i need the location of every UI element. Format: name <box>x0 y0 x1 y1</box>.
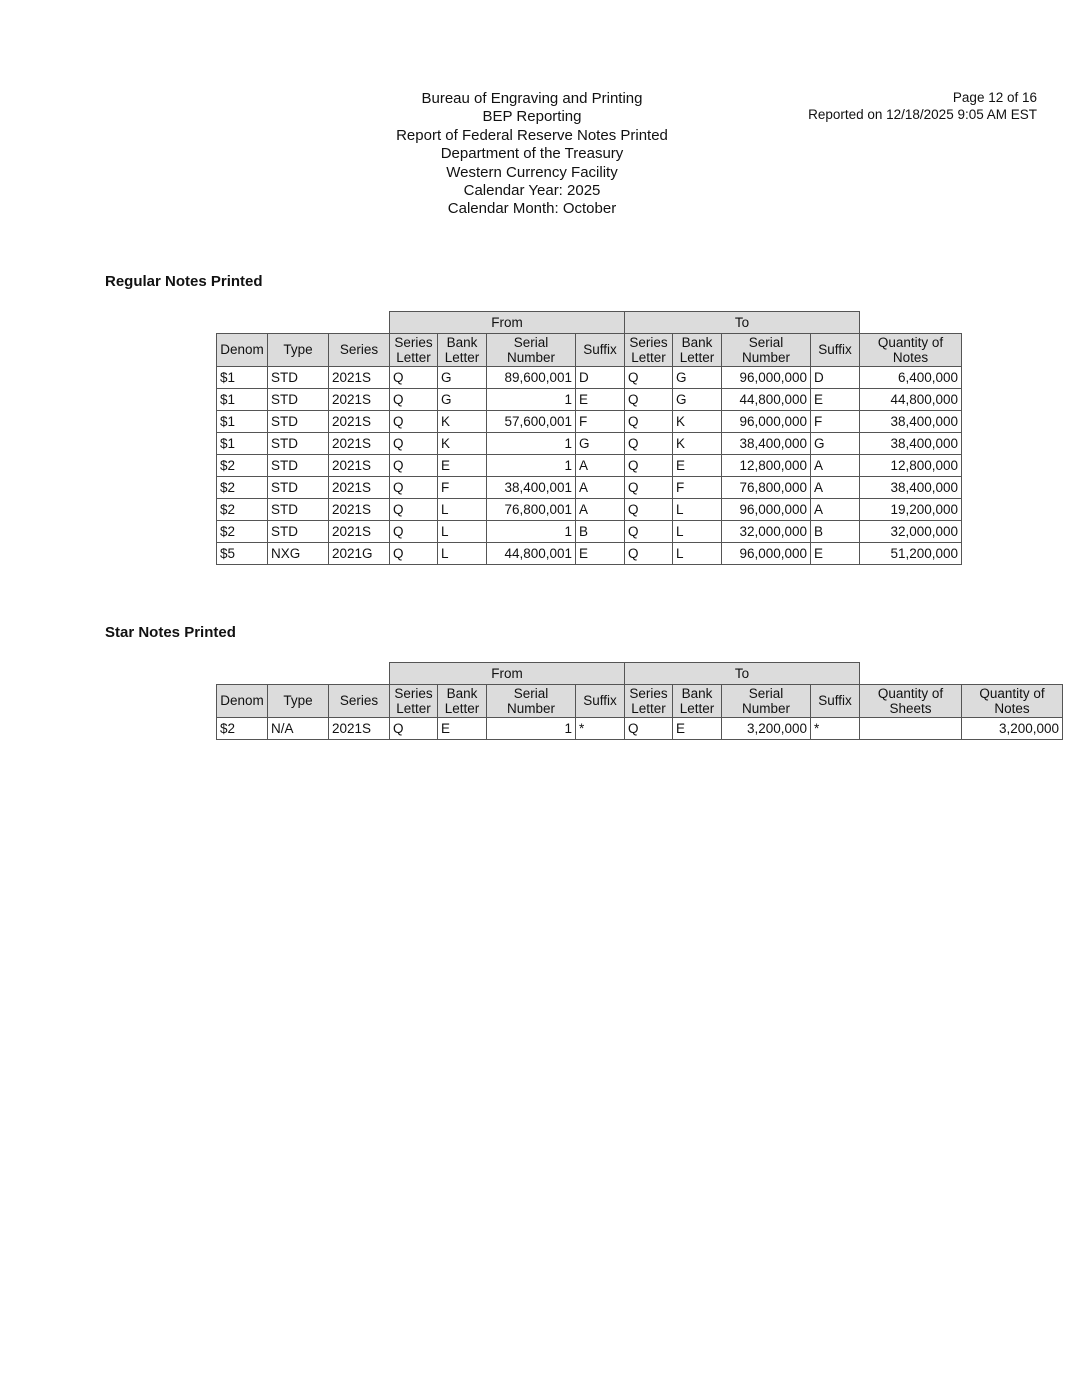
column-header: Suffix <box>811 333 860 366</box>
table-cell: * <box>576 717 625 739</box>
table-cell: 76,800,000 <box>722 476 811 498</box>
table-cell: G <box>438 388 487 410</box>
header-line: Calendar Month: October <box>447 200 617 218</box>
table-cell: 38,400,001 <box>487 476 576 498</box>
star-notes-table <box>216 662 1063 740</box>
column-header: Suffix <box>811 684 860 717</box>
table-row <box>217 498 962 520</box>
table-cell: Q <box>390 498 438 520</box>
table-cell: A <box>576 498 625 520</box>
table-cell: STD <box>268 520 329 542</box>
column-header: Series Letter <box>625 684 673 717</box>
table-row <box>217 410 962 432</box>
table-cell: Q <box>625 366 673 388</box>
table-cell: Q <box>625 717 673 739</box>
column-header: Bank Letter <box>673 684 722 717</box>
table-cell: 1 <box>487 520 576 542</box>
header-line: Bureau of Engraving and Printing <box>421 90 643 107</box>
table-cell: $2 <box>217 520 268 542</box>
table-cell: A <box>811 476 860 498</box>
table-cell: Q <box>625 542 673 564</box>
column-header: Type <box>268 333 329 366</box>
table-cell: A <box>811 454 860 476</box>
column-header: Suffix <box>576 333 625 366</box>
column-header: Serial Number <box>722 684 811 717</box>
table-cell: E <box>576 542 625 564</box>
table-cell: 38,400,000 <box>722 432 811 454</box>
table-cell: $2 <box>217 498 268 520</box>
table-cell: 96,000,000 <box>722 410 811 432</box>
star-notes-title: Star Notes Printed <box>105 624 236 641</box>
table-cell: Q <box>625 498 673 520</box>
table-row <box>217 366 962 388</box>
table-cell: 44,800,000 <box>722 388 811 410</box>
table-cell: 38,400,000 <box>860 432 962 454</box>
table-cell: E <box>673 454 722 476</box>
table-cell: L <box>438 498 487 520</box>
header-line: BEP Reporting <box>482 108 582 126</box>
table-cell: K <box>438 432 487 454</box>
group-to: To <box>625 312 860 334</box>
table-cell: STD <box>268 476 329 498</box>
table-cell: 2021G <box>329 542 390 564</box>
header-line: Calendar Year: 2025 <box>463 182 601 200</box>
group-from: From <box>390 663 625 685</box>
table-cell: Q <box>625 432 673 454</box>
table-cell: L <box>673 520 722 542</box>
table-cell: 51,200,000 <box>860 542 962 564</box>
table-cell: F <box>576 410 625 432</box>
table-cell: 32,000,000 <box>722 520 811 542</box>
header-line: Department of the Treasury <box>440 145 624 163</box>
table-cell: E <box>438 454 487 476</box>
table-cell: $1 <box>217 366 268 388</box>
reported-timestamp: Reported on 12/18/2025 9:05 AM EST <box>808 106 1037 122</box>
table-cell: STD <box>268 366 329 388</box>
table-cell: G <box>576 432 625 454</box>
table-cell: 12,800,000 <box>860 454 962 476</box>
table-cell: 2021S <box>329 476 390 498</box>
table-cell: 12,800,000 <box>722 454 811 476</box>
table-cell: 2021S <box>329 410 390 432</box>
table-cell: D <box>811 366 860 388</box>
table-cell: B <box>811 520 860 542</box>
table-cell: E <box>576 388 625 410</box>
table-cell: K <box>438 410 487 432</box>
table-cell: K <box>673 432 722 454</box>
group-from: From <box>390 312 625 334</box>
table-cell: 2021S <box>329 454 390 476</box>
table-cell: 2021S <box>329 520 390 542</box>
column-header: Series Letter <box>390 684 438 717</box>
table-cell: G <box>438 366 487 388</box>
regular-notes-title: Regular Notes Printed <box>105 273 263 290</box>
table-cell: 96,000,000 <box>722 498 811 520</box>
table-cell: 2021S <box>329 366 390 388</box>
table-cell <box>860 717 962 739</box>
column-header: Serial Number <box>487 684 576 717</box>
table-cell: Q <box>625 476 673 498</box>
table-cell: A <box>811 498 860 520</box>
table-cell: Q <box>390 520 438 542</box>
table-cell: 44,800,001 <box>487 542 576 564</box>
table-cell: Q <box>625 410 673 432</box>
regular-notes-table <box>216 311 962 565</box>
table-cell: D <box>576 366 625 388</box>
table-cell: N/A <box>268 717 329 739</box>
table-cell: 44,800,000 <box>860 388 962 410</box>
header-line: Report of Federal Reserve Notes Printed <box>396 126 668 144</box>
table-cell: 32,000,000 <box>860 520 962 542</box>
table-cell: L <box>673 542 722 564</box>
table-row <box>217 454 962 476</box>
column-header: Serial Number <box>487 333 576 366</box>
table-cell: F <box>811 410 860 432</box>
table-cell: Q <box>390 476 438 498</box>
table-cell: Q <box>390 432 438 454</box>
table-cell: E <box>438 717 487 739</box>
column-header: Bank Letter <box>673 333 722 366</box>
table-cell: 3,200,000 <box>722 717 811 739</box>
table-row <box>217 520 962 542</box>
table-cell: $2 <box>217 454 268 476</box>
column-header: Bank Letter <box>438 684 487 717</box>
table-cell: 57,600,001 <box>487 410 576 432</box>
table-cell: G <box>673 388 722 410</box>
table-cell: 38,400,000 <box>860 476 962 498</box>
table-cell: $1 <box>217 388 268 410</box>
table-cell: Q <box>625 388 673 410</box>
group-to: To <box>625 663 860 685</box>
table-cell: Q <box>390 542 438 564</box>
table-cell: 89,600,001 <box>487 366 576 388</box>
page-info <box>808 90 1037 123</box>
table-cell: $2 <box>217 476 268 498</box>
column-header: Quantity of Sheets <box>860 684 962 717</box>
table-cell: 2021S <box>329 388 390 410</box>
table-cell: L <box>673 498 722 520</box>
column-header: Quantity of Notes <box>860 333 962 366</box>
column-header: Serial Number <box>722 333 811 366</box>
table-cell: 19,200,000 <box>860 498 962 520</box>
table-cell: Q <box>390 410 438 432</box>
table-cell: $1 <box>217 432 268 454</box>
report-header <box>332 90 732 219</box>
column-header: Series <box>329 684 390 717</box>
table-cell: 76,800,001 <box>487 498 576 520</box>
table-cell: Q <box>390 388 438 410</box>
table-cell: 6,400,000 <box>860 366 962 388</box>
table-cell: B <box>576 520 625 542</box>
table-cell: L <box>438 520 487 542</box>
column-header: Series <box>329 333 390 366</box>
table-cell: 2021S <box>329 717 390 739</box>
page-number: Page 12 of 16 <box>952 90 1037 105</box>
table-cell: A <box>576 476 625 498</box>
table-cell: STD <box>268 498 329 520</box>
table-cell: A <box>576 454 625 476</box>
table-cell: Q <box>625 454 673 476</box>
table-cell: Q <box>390 454 438 476</box>
table-cell: $5 <box>217 542 268 564</box>
table-cell: G <box>673 366 722 388</box>
column-header: Denom <box>217 333 268 366</box>
table-cell: 96,000,000 <box>722 542 811 564</box>
table-cell: * <box>811 717 860 739</box>
table-cell: 1 <box>487 432 576 454</box>
table-cell: F <box>673 476 722 498</box>
table-cell: G <box>811 432 860 454</box>
table-cell: 96,000,000 <box>722 366 811 388</box>
column-header: Type <box>268 684 329 717</box>
table-cell: Q <box>390 717 438 739</box>
column-header: Bank Letter <box>438 333 487 366</box>
table-row <box>217 542 962 564</box>
table-cell: 38,400,000 <box>860 410 962 432</box>
header-line: Western Currency Facility <box>446 163 618 181</box>
table-cell: E <box>811 388 860 410</box>
table-cell: E <box>811 542 860 564</box>
table-cell: STD <box>268 388 329 410</box>
table-cell: STD <box>268 454 329 476</box>
column-header: Denom <box>217 684 268 717</box>
table-cell: STD <box>268 432 329 454</box>
column-header: Series Letter <box>625 333 673 366</box>
table-cell: $1 <box>217 410 268 432</box>
column-header: Suffix <box>576 684 625 717</box>
table-row <box>217 717 1063 739</box>
table-cell: L <box>438 542 487 564</box>
table-cell: F <box>438 476 487 498</box>
table-row <box>217 388 962 410</box>
table-cell: NXG <box>268 542 329 564</box>
table-cell: 1 <box>487 717 576 739</box>
table-cell: 2021S <box>329 432 390 454</box>
table-cell: $2 <box>217 717 268 739</box>
column-header: Series Letter <box>390 333 438 366</box>
table-cell: STD <box>268 410 329 432</box>
table-row <box>217 476 962 498</box>
table-cell: K <box>673 410 722 432</box>
table-cell: E <box>673 717 722 739</box>
column-header: Quantity of Notes <box>962 684 1063 717</box>
table-cell: 1 <box>487 388 576 410</box>
table-cell: Q <box>390 366 438 388</box>
table-cell: 3,200,000 <box>962 717 1063 739</box>
table-cell: 2021S <box>329 498 390 520</box>
table-cell: Q <box>625 520 673 542</box>
table-row <box>217 432 962 454</box>
table-cell: 1 <box>487 454 576 476</box>
